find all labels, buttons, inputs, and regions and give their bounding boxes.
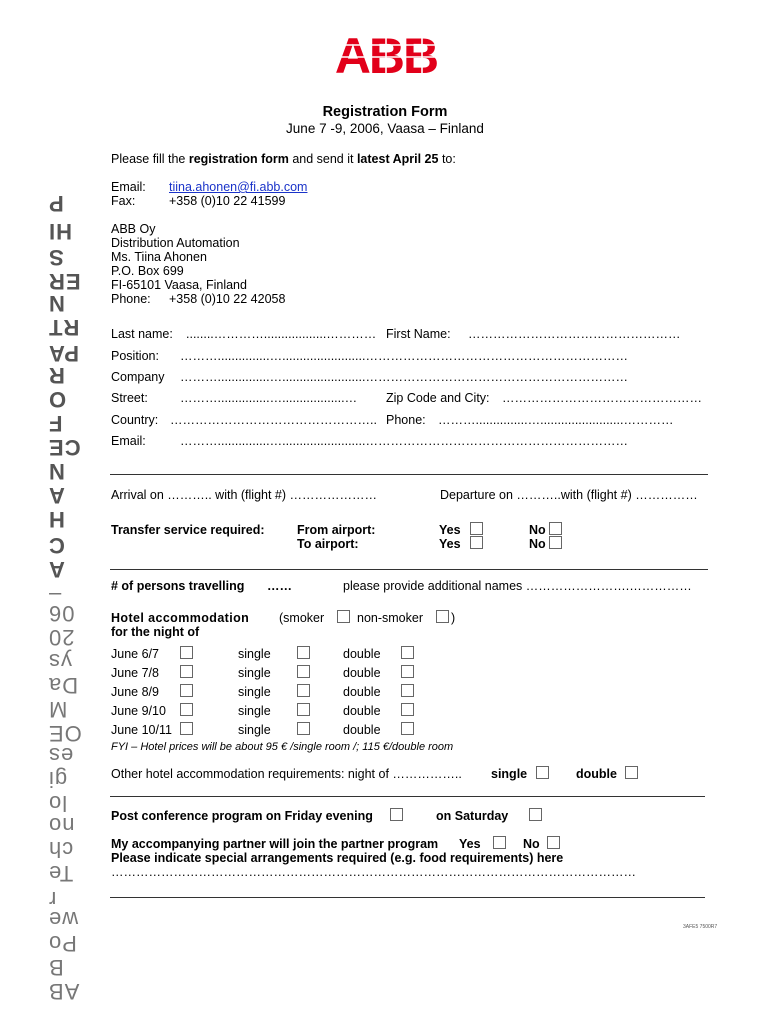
double-label: double <box>343 647 381 661</box>
position-field[interactable]: ………...............…........................……………………………………………………… <box>180 349 628 363</box>
side-banner-text: – <box>48 583 62 608</box>
first-name-label: First Name: <box>386 327 451 341</box>
arrival-field[interactable]: Arrival on ……….. with (flight #) ………………… <box>111 488 378 502</box>
from-airport-yes-checkbox[interactable] <box>470 522 483 535</box>
side-banner-text: H <box>48 507 65 532</box>
from-airport-label: From airport: <box>297 523 376 537</box>
phone-field[interactable]: ………...............…........................………… <box>438 413 674 427</box>
single-label: single <box>238 723 271 737</box>
departure-field[interactable]: Departure on ………..with (flight #) …………… <box>440 488 698 502</box>
persons-field[interactable]: …… <box>267 579 292 593</box>
address-line: Distribution Automation <box>111 236 240 250</box>
phone-label: Phone: <box>111 292 151 306</box>
smoker-checkbox[interactable] <box>337 610 350 623</box>
side-banner-text: A <box>48 557 65 582</box>
intro-text: Please fill the registration form and send it latest April 25 to: <box>111 152 456 166</box>
side-banner-text: B <box>48 955 64 980</box>
address-line: P.O. Box 699 <box>111 264 184 278</box>
side-banner <box>8 190 98 1004</box>
transfer-label: Transfer service required: <box>111 523 265 537</box>
divider <box>110 474 708 475</box>
night-label: June 7/8 <box>111 666 159 680</box>
divider <box>110 897 705 898</box>
phone-field-label: Phone: <box>386 413 426 427</box>
night-label: June 10/11 <box>111 723 172 737</box>
night-checkbox[interactable] <box>180 665 193 678</box>
street-field[interactable]: ………...............…..................… <box>180 391 358 405</box>
side-banner-text: Da <box>48 673 79 698</box>
address-line: Ms. Tiina Ahonen <box>111 250 207 264</box>
divider <box>110 796 705 797</box>
last-name-field[interactable]: ........…………..................………… <box>186 327 377 341</box>
side-banner-text: O <box>48 387 67 412</box>
form-title: Registration Form <box>322 104 448 120</box>
svg-text:ABB: ABB <box>334 33 438 77</box>
to-no-label: No <box>529 537 546 551</box>
partner-no-label: No <box>523 837 540 851</box>
from-airport-no-checkbox[interactable] <box>549 522 562 535</box>
other-double-checkbox[interactable] <box>625 766 638 779</box>
partner-no-checkbox[interactable] <box>547 836 560 849</box>
side-banner-text: no <box>48 813 75 838</box>
position-label: Position: <box>111 349 159 363</box>
to-airport-no-checkbox[interactable] <box>549 536 562 549</box>
additional-names-field[interactable]: please provide additional names …………………….…………… <box>343 579 692 593</box>
side-banner-text: M <box>48 697 68 722</box>
form-subtitle: June 7 -9, 2006, Vaasa – Finland <box>286 121 484 136</box>
side-banner-text: HI <box>48 219 72 244</box>
side-banner-text: RT <box>48 315 80 340</box>
side-banner-text: lo <box>48 791 68 816</box>
double-label: double <box>343 704 381 718</box>
from-no-label: No <box>529 523 546 537</box>
zip-label: Zip Code and City: <box>386 391 490 405</box>
friday-program-label: Post conference program on Friday evening <box>111 809 373 823</box>
address-line: ABB Oy <box>111 222 156 236</box>
side-banner-text: Po <box>48 931 77 956</box>
double-checkbox[interactable] <box>401 646 414 659</box>
abb-logo <box>330 33 442 77</box>
single-label: single <box>238 685 271 699</box>
partner-yes-label: Yes <box>459 837 481 851</box>
double-checkbox[interactable] <box>401 684 414 697</box>
side-banner-text: F <box>48 411 63 436</box>
to-airport-label: To airport: <box>297 537 359 551</box>
to-airport-yes-checkbox[interactable] <box>470 536 483 549</box>
from-yes-label: Yes <box>439 523 461 537</box>
hotel-price-note: FYI – Hotel prices will be about 95 € /single room /; 115 €/double room <box>111 741 454 753</box>
double-label: double <box>343 666 381 680</box>
side-banner-text: P <box>48 191 64 216</box>
country-label: Country: <box>111 413 159 427</box>
side-banner-text: es <box>48 743 74 768</box>
smoker-label: (smoker <box>279 611 325 625</box>
side-banner-text: ys <box>48 649 72 674</box>
double-checkbox[interactable] <box>401 722 414 735</box>
single-checkbox[interactable] <box>297 684 310 697</box>
single-label: single <box>238 666 271 680</box>
single-checkbox[interactable] <box>297 665 310 678</box>
first-name-field[interactable]: …………………………………………… <box>468 327 681 341</box>
side-banner-text: we <box>48 907 79 932</box>
company-field[interactable]: ………...............…........................……………………………………………………… <box>180 370 628 384</box>
night-checkbox[interactable] <box>180 684 193 697</box>
side-banner-text: AB <box>48 979 80 1004</box>
double-checkbox[interactable] <box>401 703 414 716</box>
single-checkbox[interactable] <box>297 722 310 735</box>
company-label: Company <box>111 370 165 384</box>
side-banner-text: N <box>48 291 65 316</box>
side-banner-text: ER <box>48 269 81 294</box>
double-label: double <box>343 723 381 737</box>
side-banner-text: gi <box>48 767 68 792</box>
other-double-label: double <box>576 767 617 781</box>
special-arrangements-field[interactable]: ……………………………………………………………………………………………………………… <box>111 865 636 879</box>
other-single-checkbox[interactable] <box>536 766 549 779</box>
side-banner-text: PA <box>48 341 79 366</box>
other-hotel-field[interactable]: Other hotel accommodation requirements: night of …………….. <box>111 767 462 781</box>
night-label: June 8/9 <box>111 685 159 699</box>
side-banner-text: r <box>48 887 57 912</box>
saturday-program-label: on Saturday <box>436 809 509 823</box>
hotel-title: Hotel accommodation <box>111 611 250 625</box>
email-field-label: Email: <box>111 434 146 448</box>
single-label: single <box>238 647 271 661</box>
country-field[interactable]: ………………………………………….. <box>170 413 377 427</box>
side-banner-text: 20 <box>48 625 75 650</box>
side-banner-text: A <box>48 483 65 508</box>
street-label: Street: <box>111 391 148 405</box>
document-code: 3AFE5 7500R7 <box>683 924 718 930</box>
single-checkbox[interactable] <box>297 703 310 716</box>
email-field[interactable]: ………...............…........................……………………………………………………… <box>180 434 628 448</box>
night-checkbox[interactable] <box>180 722 193 735</box>
zip-field[interactable]: ………………………………………… <box>502 391 702 405</box>
partner-label: My accompanying partner will join the partner program <box>111 837 439 851</box>
side-banner-text: S <box>48 245 64 270</box>
double-label: double <box>343 685 381 699</box>
side-banner-text: C <box>48 533 65 558</box>
single-label: single <box>238 704 271 718</box>
side-banner-text: Te <box>48 861 74 886</box>
fax-label: Fax: <box>111 194 136 208</box>
double-checkbox[interactable] <box>401 665 414 678</box>
email-label: Email: <box>111 180 146 194</box>
non-smoker-checkbox[interactable] <box>436 610 449 623</box>
night-label: June 9/10 <box>111 704 166 718</box>
side-banner-text: ch <box>48 837 74 862</box>
side-banner-text: 06 <box>48 601 75 626</box>
divider <box>110 569 708 570</box>
single-checkbox[interactable] <box>297 646 310 659</box>
phone-value: +358 (0)10 22 42058 <box>169 292 286 306</box>
address-line: FI-65101 Vaasa, Finland <box>111 278 247 292</box>
hotel-title-2: for the night of <box>111 625 200 639</box>
close-paren: ) <box>451 611 456 625</box>
night-label: June 6/7 <box>111 647 159 661</box>
partner-yes-checkbox[interactable] <box>493 836 506 849</box>
other-single-label: single <box>491 767 528 781</box>
non-smoker-label: non-smoker <box>357 611 423 625</box>
friday-program-checkbox[interactable] <box>390 808 403 821</box>
saturday-program-checkbox[interactable] <box>529 808 542 821</box>
side-banner-text: CE <box>48 435 81 460</box>
to-yes-label: Yes <box>439 537 461 551</box>
email-link[interactable]: tiina.ahonen@fi.abb.com <box>169 180 308 194</box>
side-banner-text: R <box>48 363 65 388</box>
side-banner-text: N <box>48 459 65 484</box>
night-checkbox[interactable] <box>180 646 193 659</box>
side-banner-text: OE <box>48 721 82 746</box>
night-checkbox[interactable] <box>180 703 193 716</box>
persons-label: # of persons travelling <box>111 579 245 593</box>
special-arrangements-label: Please indicate special arrangements required (e.g. food requirements) here <box>111 851 564 865</box>
last-name-label: Last name: <box>111 327 173 341</box>
fax-value: +358 (0)10 22 41599 <box>169 194 286 208</box>
